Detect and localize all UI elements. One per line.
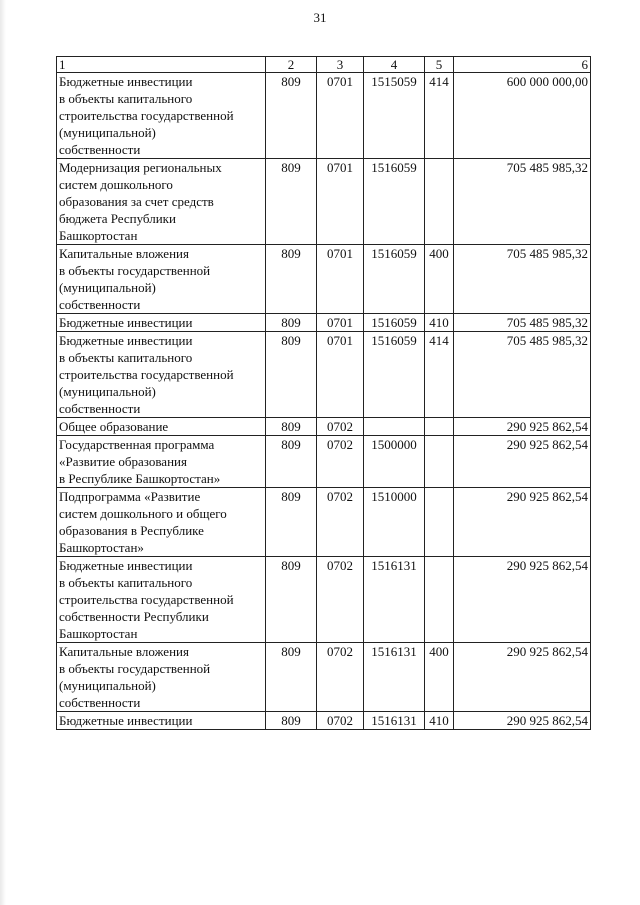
row-amount: 290 925 862,54 [454, 488, 591, 557]
row-razdel: 0702 [317, 488, 364, 557]
row-target-article: 1516059 [364, 245, 425, 314]
row-target-article: 1516131 [364, 712, 425, 730]
table-row [57, 643, 591, 712]
table-row [57, 712, 591, 730]
header-col-1: 1 [57, 57, 266, 73]
row-ved: 809 [266, 557, 317, 643]
scan-edge [0, 0, 6, 905]
row-ved: 809 [266, 418, 317, 436]
row-expense-type: 414 [425, 332, 454, 418]
row-name: Капитальные вложения в объекты государственной (муниципальной) собственности [57, 245, 266, 314]
page-number: 31 [313, 10, 327, 25]
row-name: Капитальные вложения в объекты государственной (муниципальной) собственности [57, 643, 266, 712]
row-ved: 809 [266, 643, 317, 712]
table-row [57, 557, 591, 643]
row-ved: 809 [266, 436, 317, 488]
row-name: Модернизация региональных систем дошкольного образования за счет средств бюджета Республики Башкортостан [57, 159, 266, 245]
row-target-article: 1516059 [364, 314, 425, 332]
table-row [57, 159, 591, 245]
row-expense-type: 414 [425, 73, 454, 159]
row-razdel: 0701 [317, 245, 364, 314]
row-target-article: 1516131 [364, 557, 425, 643]
row-expense-type [425, 557, 454, 643]
row-amount: 290 925 862,54 [454, 557, 591, 643]
row-razdel: 0701 [317, 314, 364, 332]
row-amount: 290 925 862,54 [454, 712, 591, 730]
row-name: Бюджетные инвестиции в объекты капитального строительства государственной собственности Республики Башкортостан [57, 557, 266, 643]
table-row [57, 314, 591, 332]
row-amount: 290 925 862,54 [454, 643, 591, 712]
row-target-article [364, 418, 425, 436]
table-row [57, 332, 591, 418]
row-ved: 809 [266, 245, 317, 314]
row-razdel: 0702 [317, 418, 364, 436]
row-ved: 809 [266, 488, 317, 557]
row-amount: 290 925 862,54 [454, 436, 591, 488]
row-name: Государственная программа «Развитие образования в Республике Башкортостан» [57, 436, 266, 488]
row-target-article: 1500000 [364, 436, 425, 488]
row-razdel: 0702 [317, 712, 364, 730]
row-amount: 600 000 000,00 [454, 73, 591, 159]
header-col-3: 3 [317, 57, 364, 73]
row-ved: 809 [266, 159, 317, 245]
row-amount: 705 485 985,32 [454, 314, 591, 332]
row-amount: 290 925 862,54 [454, 418, 591, 436]
row-name: Бюджетные инвестиции в объекты капитального строительства государственной (муниципальной) собственности [57, 332, 266, 418]
row-name: Бюджетные инвестиции в объекты капитального строительства государственной (муниципальной) собственности [57, 73, 266, 159]
row-ved: 809 [266, 73, 317, 159]
table-body [57, 73, 591, 730]
row-razdel: 0701 [317, 332, 364, 418]
table-row [57, 418, 591, 436]
row-amount: 705 485 985,32 [454, 332, 591, 418]
row-name: Бюджетные инвестиции [57, 314, 266, 332]
table-row [57, 488, 591, 557]
row-razdel: 0701 [317, 73, 364, 159]
row-name: Общее образование [57, 418, 266, 436]
row-razdel: 0701 [317, 159, 364, 245]
row-razdel: 0702 [317, 436, 364, 488]
header-col-5: 5 [425, 57, 454, 73]
row-ved: 809 [266, 314, 317, 332]
header-col-2: 2 [266, 57, 317, 73]
budget-table [56, 56, 591, 730]
row-expense-type [425, 159, 454, 245]
header-col-4: 4 [364, 57, 425, 73]
row-target-article: 1510000 [364, 488, 425, 557]
row-target-article: 1516059 [364, 332, 425, 418]
row-target-article: 1515059 [364, 73, 425, 159]
row-razdel: 0702 [317, 643, 364, 712]
table-row [57, 436, 591, 488]
row-name: Подпрограмма «Развитие систем дошкольного и общего образования в Республике Башкортостан» [57, 488, 266, 557]
row-amount: 705 485 985,32 [454, 245, 591, 314]
row-expense-type [425, 418, 454, 436]
row-name: Бюджетные инвестиции [57, 712, 266, 730]
row-razdel: 0702 [317, 557, 364, 643]
row-expense-type: 400 [425, 643, 454, 712]
row-ved: 809 [266, 712, 317, 730]
row-expense-type [425, 488, 454, 557]
header-col-6: 6 [454, 57, 591, 73]
row-expense-type [425, 436, 454, 488]
row-expense-type: 410 [425, 712, 454, 730]
row-expense-type: 410 [425, 314, 454, 332]
table-row [57, 73, 591, 159]
table-row [57, 245, 591, 314]
row-ved: 809 [266, 332, 317, 418]
header-row [57, 57, 591, 73]
row-target-article: 1516059 [364, 159, 425, 245]
row-expense-type: 400 [425, 245, 454, 314]
row-target-article: 1516131 [364, 643, 425, 712]
row-amount: 705 485 985,32 [454, 159, 591, 245]
